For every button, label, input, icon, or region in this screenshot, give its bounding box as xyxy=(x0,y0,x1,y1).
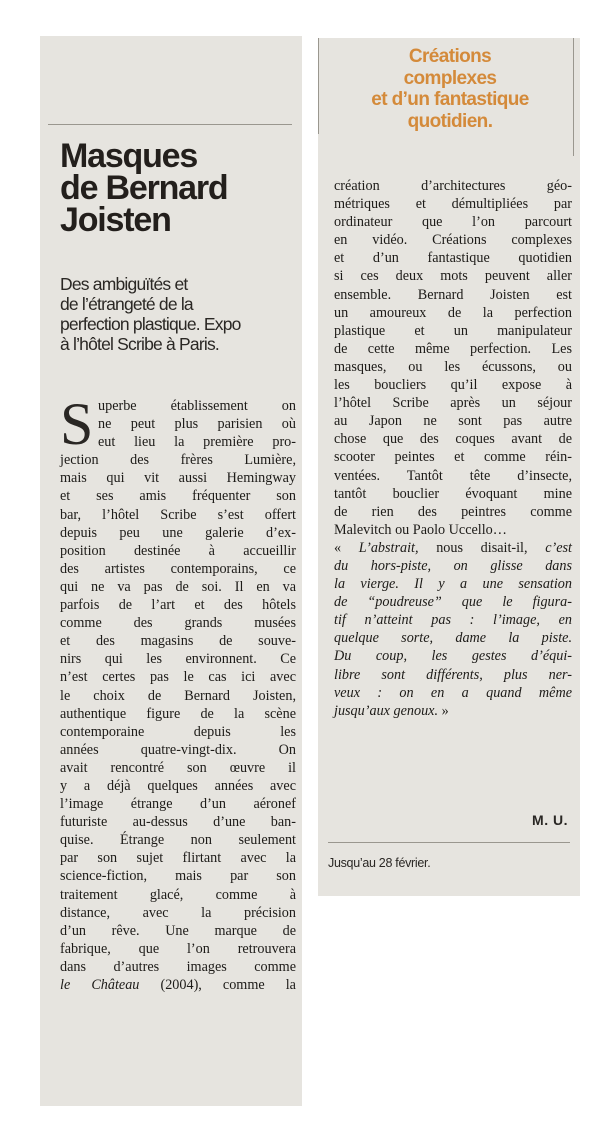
body-line: scooter peintes et comme réin- xyxy=(334,449,572,466)
section-divider xyxy=(328,842,570,843)
body-line: contemporaine depuis les xyxy=(60,723,296,740)
quote-line: la vierge. Il y a une sensation xyxy=(334,576,572,593)
body-line: fabrique, que l’on retrouvera xyxy=(60,940,296,957)
body-line: quise. Étrange non seulement xyxy=(60,832,296,849)
standfirst-line: à l’hôtel Scribe à Paris. xyxy=(60,334,219,354)
article-headline xyxy=(60,137,300,239)
body-line: traitement glacé, comme à xyxy=(60,886,296,903)
body-line xyxy=(60,976,296,994)
standfirst-line: Des ambiguïtés et xyxy=(60,274,188,294)
body-line: en vidéo. Créations complexes xyxy=(334,232,572,249)
body-line: Malevitch ou Paolo Uccello… xyxy=(334,521,507,538)
body-line: parfois de l’art et des hôtels xyxy=(60,597,296,614)
article-clipping-left xyxy=(40,36,302,1106)
body-line: les boucliers qu’il expose à xyxy=(334,377,572,394)
body-line: d’un rêve. Une marque de xyxy=(60,922,296,939)
quote-close-mark: » xyxy=(438,702,449,719)
headline-line: Joisten xyxy=(60,201,171,239)
body-line: un amoureux de la perfection xyxy=(334,304,572,321)
body-line: et des magasins de souve- xyxy=(60,633,296,650)
callout-border xyxy=(318,38,319,134)
quote-line: du hors-piste, on glisse dans xyxy=(334,557,572,574)
quote-fragment: jusqu’aux genoux. xyxy=(334,702,439,719)
body-line: années quatre-vingt-dix. On xyxy=(60,741,296,758)
body-line: l’hôtel Scribe après un séjour xyxy=(334,395,572,412)
pull-quote xyxy=(332,46,568,132)
quote-line: libre sont différents, plus ner- xyxy=(334,666,572,683)
quote-line: veux : on en a quand même xyxy=(334,684,572,701)
body-line: ne peut plus parisien où xyxy=(98,416,296,433)
body-line: authentique figure de la scène xyxy=(60,705,296,722)
body-line: ventées. Tantôt tête d’insecte, xyxy=(334,467,572,484)
body-line: qui ne va pas de soi. Il en va xyxy=(60,578,296,595)
body-line: uperbe établissement on xyxy=(98,398,296,414)
standfirst-line: perfection plastique. Expo xyxy=(60,314,241,334)
body-line: plastique et un manipulateur xyxy=(334,322,572,339)
body-line: position destinée à accueillir xyxy=(60,542,296,559)
artwork-title: le Château xyxy=(60,977,140,993)
body-line: jection des frères Lumière, xyxy=(60,452,296,469)
quote-line: quelque sorte, dame la piste. xyxy=(334,630,572,647)
article-body-left-column xyxy=(60,391,296,994)
headline-line: Masques xyxy=(60,137,198,175)
body-line: au Japon ne sont pas autre xyxy=(334,413,572,430)
body-line: dans d’autres images comme xyxy=(60,958,296,975)
body-line: nirs qui les environnent. Ce xyxy=(60,651,296,668)
body-line: depuis peu une galerie d’ex- xyxy=(60,524,296,541)
body-line: n’est certes pas le cas ici avec xyxy=(60,669,296,686)
body-line: l’image étrange d’un aéronef xyxy=(60,796,296,813)
body-line: de rien des peintres comme xyxy=(334,503,572,520)
body-line: bar, l’hôtel Scribe s’est offert xyxy=(60,506,296,523)
quote-fragment: L’abstrait, xyxy=(358,539,419,556)
quote-attribution: nous disait-il, xyxy=(418,539,528,556)
body-line: futuriste au-dessus d’une ban- xyxy=(60,814,296,831)
body-line: y a déjà quelques années avec xyxy=(60,777,296,794)
body-line: eut lieu la première pro- xyxy=(98,434,296,451)
standfirst-line: de l’étrangeté de la xyxy=(60,294,193,314)
body-line: distance, avec la précision xyxy=(60,904,296,921)
headline-line: de Bernard xyxy=(60,169,228,207)
quote-line xyxy=(334,702,572,720)
quote-line: de “poudreuse” que le figura- xyxy=(334,594,572,611)
body-line: des artistes contemporains, ce xyxy=(60,560,296,577)
exhibition-dates: Jusqu’au 28 février. xyxy=(328,856,431,870)
body-line: le choix de Bernard Joisten, xyxy=(60,687,296,704)
callout-border xyxy=(573,38,574,156)
cut-off-headline-fragment xyxy=(60,36,290,46)
body-line: science-fiction, mais par son xyxy=(60,868,296,885)
section-divider xyxy=(48,124,292,125)
body-line: ensemble. Bernard Joisten est xyxy=(334,286,572,303)
pull-quote-line: et d’un fantastique xyxy=(371,89,529,110)
body-line: par son sujet flirtant avec la xyxy=(60,850,296,867)
body-line: et ses amis fréquenter son xyxy=(60,488,296,505)
quote-fragment: c’est xyxy=(527,539,572,556)
quote-line: tif n’atteint pas : l’image, en xyxy=(334,612,572,629)
body-line: masques, ou les écussons, ou xyxy=(334,358,572,375)
author-signature: M. U. xyxy=(532,812,568,828)
body-line: tantôt bouclier évoquant mine xyxy=(334,485,572,502)
body-line: de cette même perfection. Les xyxy=(334,340,572,357)
drop-cap: S xyxy=(60,391,94,457)
body-line-fragment: (2004), comme la xyxy=(139,977,296,993)
pull-quote-line: quotidien. xyxy=(407,110,493,132)
body-line: avait rencontré son œuvre il xyxy=(60,759,296,776)
body-line: si ces deux mots peuvent aller xyxy=(334,268,572,285)
quote-open-mark: « xyxy=(334,539,359,556)
body-line: et d’un fantastique quotidien xyxy=(334,250,572,267)
pull-quote-line: Créations xyxy=(408,46,492,67)
article-clipping-right xyxy=(318,38,580,896)
pull-quote-line: complexes xyxy=(403,67,497,89)
body-line: ordinateur que l’on parcourt xyxy=(334,214,572,231)
article-body-right-column xyxy=(334,177,572,720)
body-line: chose que des coques avant de xyxy=(334,431,572,448)
body-line: métriques et démultipliées par xyxy=(334,196,572,213)
quote-line: Du coup, les gestes d’équi- xyxy=(334,648,572,665)
body-line: création d’architectures géo- xyxy=(334,178,572,194)
quote-line xyxy=(334,539,572,557)
article-standfirst xyxy=(60,274,300,354)
body-line: mais qui vit aussi Hemingway xyxy=(60,470,296,487)
body-line: comme des grands musées xyxy=(60,615,296,632)
